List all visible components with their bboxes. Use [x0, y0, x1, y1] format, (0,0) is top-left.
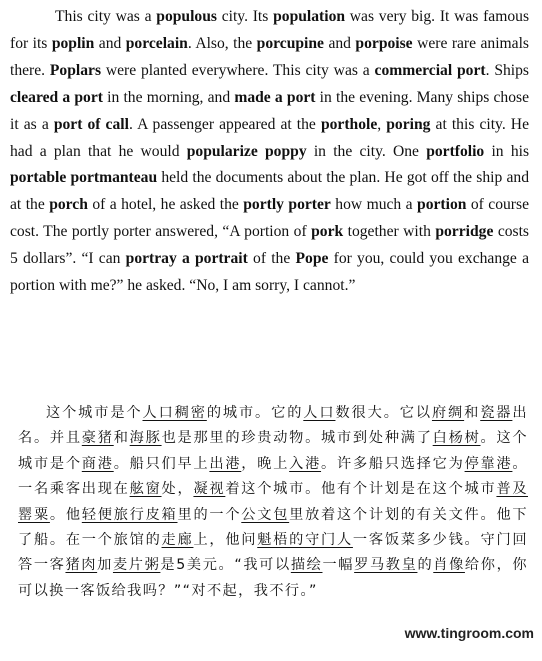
bold-keyword: portion: [417, 196, 467, 214]
bold-keyword: popularize poppy: [186, 142, 307, 160]
underlined-term: 走廊: [161, 532, 194, 549]
underlined-term: 出港: [209, 455, 242, 472]
text-run: and: [323, 34, 356, 52]
bold-keyword: poring: [386, 115, 431, 133]
text-run: at this city. He had a plan that he would: [10, 115, 529, 160]
text-run: 出名。并且: [18, 405, 528, 447]
underlined-term: 人口稠密: [142, 405, 207, 421]
underlined-term: 白杨树: [432, 430, 481, 447]
underlined-term: 描绘: [290, 557, 323, 574]
bold-keyword: made a port: [234, 88, 316, 106]
bold-keyword: porcupine: [256, 34, 324, 52]
text-run: of a hotel, he asked the: [87, 196, 244, 214]
underlined-term: 入港: [289, 455, 322, 472]
underlined-term: 罗马教皇: [354, 557, 418, 574]
text-run: of the: [247, 250, 296, 268]
text-run: 。这个城市是个: [18, 430, 528, 472]
underlined-term: 麦片粥: [112, 557, 161, 574]
bold-keyword: poplin: [51, 34, 95, 52]
bold-keyword: port of call: [53, 115, 129, 133]
bold-keyword: population: [273, 8, 346, 25]
text-run: 加: [97, 557, 113, 574]
bold-keyword: portfolio: [426, 142, 485, 160]
text-run: costs 5 dollars”. “I can: [10, 223, 529, 268]
underlined-term: 轻便旅行皮箱: [81, 506, 178, 523]
text-run: 。船只们早上: [113, 455, 210, 472]
text-run: were rare animals there.: [10, 34, 530, 79]
text-run: 处，: [161, 481, 194, 498]
bold-keyword: porridge: [435, 223, 494, 241]
bold-keyword: commercial port: [374, 61, 486, 79]
text-run: 这个城市是个: [46, 405, 143, 421]
text-run: were planted everywhere. This city was a: [101, 61, 375, 79]
text-run: 是5美元。“我可以: [160, 557, 291, 574]
text-run: held the documents about the plan. He got off the ship and at the: [10, 169, 529, 214]
bold-keyword: porcelain: [125, 34, 188, 52]
text-run: ，晚上: [241, 455, 290, 472]
bold-keyword: populous: [156, 8, 217, 25]
text-run: in the morning, and: [102, 88, 235, 106]
underlined-term: 海豚: [129, 430, 162, 447]
text-run: was very big. It was famous for its: [10, 8, 530, 52]
text-run: . Also, the: [187, 34, 257, 52]
text-run: 的城市。它的: [206, 405, 304, 421]
underlined-term: 豪猪: [81, 430, 114, 447]
bold-keyword: Poplars: [49, 61, 102, 79]
bold-keyword: Pope: [295, 250, 329, 268]
underlined-term: 人口: [303, 405, 336, 421]
text-run: ,: [377, 115, 387, 133]
underlined-term: 肖像: [433, 557, 465, 574]
text-run: 的: [417, 557, 434, 574]
bold-keyword: portable portmanteau: [10, 169, 158, 187]
text-run: in the city. One: [306, 142, 427, 160]
text-run: in the evening. Many ships chose it as a: [10, 88, 529, 133]
text-run: for you, could you exchange a portion with me?” he asked. “No, I am sorry, I cannot.”: [10, 250, 529, 295]
text-run: . Ships: [485, 61, 529, 79]
text-run: 。他: [49, 506, 82, 523]
text-run: This city was a: [55, 8, 157, 25]
underlined-term: 府绸: [431, 405, 465, 421]
text-run: 数很大。它以: [335, 405, 432, 421]
bold-keyword: cleared a port: [10, 88, 103, 106]
bold-keyword: pork: [311, 223, 344, 241]
text-run: of course cost. The portly porter answered, “A portion of: [10, 196, 529, 241]
text-run: . A passenger appeared at the: [128, 115, 321, 133]
text-run: how much a: [330, 196, 418, 214]
underlined-term: 商港: [81, 455, 114, 472]
text-run: 和: [113, 430, 130, 447]
underlined-term: 猪肉: [65, 557, 98, 574]
underlined-term: 舷窗: [129, 481, 162, 498]
text-run: 一幅: [322, 557, 355, 574]
underlined-term: 停靠港: [464, 455, 513, 472]
bold-keyword: porch: [49, 196, 88, 214]
underlined-term: 普及罂粟: [18, 481, 528, 523]
text-run: 上，他问: [193, 532, 258, 549]
text-run: in his: [484, 142, 530, 160]
english-paragraph: [10, 4, 529, 300]
underlined-term: 公文包: [241, 506, 290, 523]
text-run: together with: [343, 223, 436, 241]
underlined-term: 魁梧的守门人: [257, 532, 353, 549]
site-watermark: www.tingroom.com: [404, 625, 534, 641]
bold-keyword: porpoise: [355, 34, 413, 52]
text-run: 里放着这个计划的有关文件。他下了船。在一个旅馆的: [18, 506, 528, 549]
text-run: 。许多船只选择它为: [321, 455, 465, 472]
bold-keyword: portray a portrait: [125, 250, 248, 268]
underlined-term: 凝视: [193, 481, 226, 498]
text-run: city. Its: [216, 8, 274, 25]
text-run: 里的一个: [177, 506, 242, 523]
text-run: 着这个城市。他有个计划是在这个城市: [225, 481, 497, 498]
text-run: and: [94, 34, 126, 52]
chinese-paragraph: [18, 401, 528, 604]
text-run: 一客饭菜多少钱。守门回答一客: [18, 532, 528, 574]
text-run: 。一名乘客出现在: [18, 455, 529, 498]
bold-keyword: porthole: [320, 115, 378, 133]
text-run: 给你，你可以换一客饭给我吗？”“对不起，我不行。”: [18, 557, 528, 599]
text-run: 和: [464, 405, 481, 421]
underlined-term: 瓷器: [480, 405, 513, 421]
bold-keyword: portly porter: [243, 196, 331, 214]
text-run: 也是那里的珍贵动物。城市到处种满了: [161, 430, 433, 447]
